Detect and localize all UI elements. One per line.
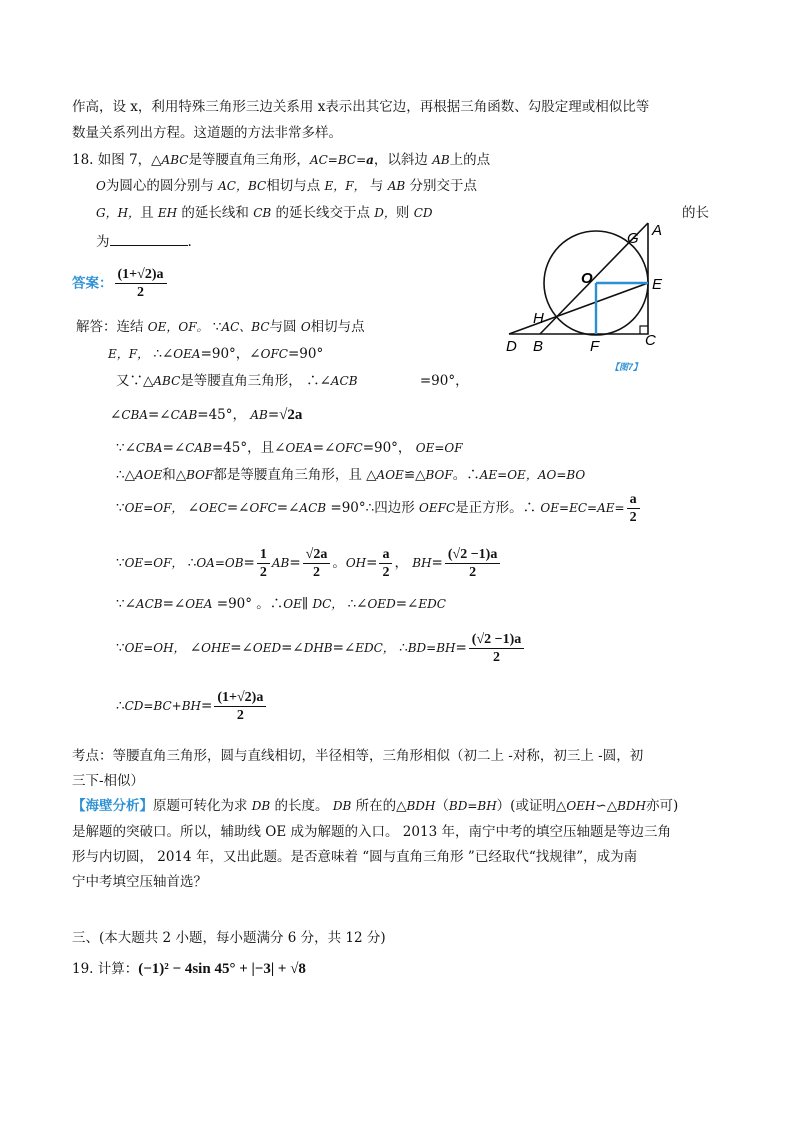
sol-text: ∴∠ <box>347 596 368 612</box>
answer-numerator: (1+√2)a <box>115 266 167 284</box>
sol-text: ∴ <box>399 640 408 656</box>
q18-text: ，以斜边 <box>373 152 428 168</box>
sol-text: ABC <box>153 374 181 388</box>
answer-fraction <box>115 266 167 301</box>
sol-line-8 <box>116 545 502 581</box>
sol-text: ACB <box>299 501 327 515</box>
q18-text: 为 <box>96 234 110 250</box>
fraction-numerator: (1+√2)a <box>214 689 266 707</box>
haibi-text: BD=BH <box>448 799 497 813</box>
sol-text: 与圆 <box>269 319 297 335</box>
haibi-text: BDH <box>406 799 436 813</box>
sol-text: =90°， <box>362 440 412 456</box>
haibi-line-2: 是解题的突破口。所以，辅助线 OE 成为解题的入口。 2013 年，南宁中考的填空压轴题是等边三角 <box>72 824 671 840</box>
sol-fraction <box>445 546 501 581</box>
sol-text: =∠ <box>395 596 419 612</box>
sol-text: ∴△ <box>116 467 135 483</box>
sol-text: ， <box>394 555 408 571</box>
q18-text: 分别交于点 <box>409 178 477 194</box>
sol-text: CAB <box>170 408 198 422</box>
sol-text: OH <box>345 556 367 570</box>
sol-text: EDC <box>418 597 446 611</box>
sol-text: =∠ <box>281 640 304 656</box>
q18-text: a <box>366 153 374 167</box>
sol-text: ACB <box>330 374 358 388</box>
sol-text: ACB <box>135 597 163 611</box>
label-f: F <box>590 338 600 355</box>
sol-text: AE=OE，AO=BO <box>479 468 586 482</box>
sol-text: 解答：连结 <box>76 319 144 335</box>
figure-7 <box>500 215 680 377</box>
sol-text: OED <box>367 597 396 611</box>
sol-line-5 <box>116 439 463 457</box>
q18-text: 如图 7，△ <box>97 152 162 168</box>
sol-text: =45°， <box>197 407 247 423</box>
sol-text: BOF <box>186 468 214 482</box>
sol-text: OHE <box>201 641 231 655</box>
sol-text: =∠ <box>162 596 186 612</box>
haibi-label: 【海壁分析】 <box>72 798 153 814</box>
sol-text: =90°，∠ <box>200 346 261 362</box>
sol-text: = <box>455 640 467 656</box>
sol-text: BD=BH <box>407 641 456 655</box>
sol-text: OEA <box>173 347 201 361</box>
haibi-text: OEH <box>566 799 596 813</box>
sol-text: =90°∴四边形 <box>326 500 415 516</box>
sol-text: =∠ <box>230 640 253 656</box>
label-o: O <box>581 270 593 287</box>
q18-text: 是等腰直角三角形， <box>188 152 310 168</box>
sol-text: 和△ <box>162 467 187 483</box>
sol-line-4 <box>110 406 302 424</box>
sol-fraction <box>303 546 331 581</box>
sol-text: OFC <box>260 347 288 361</box>
answer <box>72 266 169 301</box>
fraction-denominator: 2 <box>629 510 637 525</box>
q18-text: G，H， <box>96 206 141 220</box>
intro-line-1: 作高，设 x，利用特殊三角形三边关系用 x表示出其它边，再根据三角函数、勾股定理或相似比等 <box>72 99 650 115</box>
sol-text: ∠ <box>189 640 202 656</box>
haibi-text: BDH <box>617 799 646 813</box>
sol-text: =45°，且∠ <box>211 440 286 456</box>
sol-math: √2a <box>279 407 303 423</box>
sol-text: =∠ <box>226 500 250 516</box>
q18-text: 与 <box>369 178 384 194</box>
q18-text: E，F， <box>324 179 366 193</box>
q18-text: D， <box>374 206 396 220</box>
sol-text: ∵ <box>116 555 125 571</box>
sol-text: 。∴ <box>452 467 480 483</box>
sol-fraction <box>469 631 525 666</box>
sol-text: CAB <box>185 441 212 455</box>
sol-text: =90° 。∴ <box>212 596 284 612</box>
fraction-numerator: 1 <box>257 546 270 564</box>
sol-text: = <box>431 555 443 571</box>
sol-line-10 <box>116 630 526 666</box>
sol-text: AC、BC <box>221 320 270 334</box>
fraction-numerator: (√2 −1)a <box>469 631 525 649</box>
sol-text: =90° <box>287 346 324 362</box>
sol-text: OEC <box>199 501 227 515</box>
sol-text: ∴ <box>187 555 197 571</box>
q18-number: 18. <box>72 152 94 168</box>
fraction-numerator: √2a <box>303 546 331 564</box>
answer-denominator: 2 <box>137 285 144 300</box>
sol-fraction <box>379 546 392 581</box>
q18-text: CB <box>253 206 272 220</box>
answer-label: 答案： <box>72 275 113 292</box>
sol-fraction <box>257 546 270 581</box>
kaodian-line-2: 三下-相似） <box>72 773 145 789</box>
sol-text: ∴ <box>116 698 125 714</box>
answer-blank <box>110 231 188 246</box>
sol-text: OFC <box>249 501 277 515</box>
q18-text: AC，BC <box>218 179 267 193</box>
fraction-numerator: a <box>627 491 640 509</box>
q18-text: AB <box>432 153 450 167</box>
sol-text: 都是等腰直角三角形，且 △ <box>213 467 377 483</box>
label-b: B <box>533 338 544 355</box>
q18-text: 则 <box>395 205 410 221</box>
q18-text: AC=BC= <box>309 153 367 167</box>
haibi-text: 亦可) <box>646 798 679 814</box>
haibi-text: ∽△ <box>595 798 618 814</box>
haibi-text: （ <box>435 798 449 814</box>
sol-text: 又∵△ <box>116 373 154 389</box>
q19-label: 19. 计算： <box>72 961 139 977</box>
sol-text: =∠ <box>312 440 336 456</box>
label-h: H <box>533 310 544 327</box>
sol-text: ∥ <box>301 596 309 612</box>
q18-text: 为圆心的圆分别与 <box>105 178 214 194</box>
q18-text: 上的点 <box>449 152 491 168</box>
kaodian-line-1: 考点：等腰直角三角形，圆与直线相切，半径相等，三角形相似（初二上 -对称，初三上 -圆，初 <box>72 748 644 764</box>
haibi-text: DB <box>251 799 271 813</box>
sol-text: 。 <box>332 555 346 571</box>
sol-text: = <box>366 555 378 571</box>
q18-text: 且 <box>140 205 154 221</box>
q18-text: AB <box>387 179 406 193</box>
sol-text: 是正方形。∴ <box>455 500 537 516</box>
intro-line-2: 数量关系列出方程。这道题的方法非常多样。 <box>72 125 342 141</box>
haibi-text: ）(或证明△ <box>496 798 567 814</box>
sol-line-9 <box>116 595 446 613</box>
q18-line-3-end: 的长 <box>682 205 709 221</box>
sol-text: ∴∠ <box>306 373 331 389</box>
sol-text: OE=EC=AE= <box>540 501 625 515</box>
sol-text: OE=OF， <box>124 501 184 515</box>
sol-text: OE，OF。 <box>147 320 209 334</box>
sol-text: BOF <box>425 468 453 482</box>
sol-text: OEFC <box>419 501 456 515</box>
fraction-numerator: a <box>379 546 392 564</box>
q18-text: 相切与点 <box>266 178 321 194</box>
sol-line-11 <box>116 688 268 724</box>
section-3-heading: 三、(本大题共 2 小题，每小题满分 6 分，共 12 分) <box>72 930 386 946</box>
haibi-line-1 <box>72 797 678 815</box>
sol-text: ∵ <box>212 319 222 335</box>
sol-text: BH <box>412 556 432 570</box>
q18-line-1 <box>72 151 490 169</box>
fraction-denominator: 2 <box>493 650 501 665</box>
sol-text: OE=OH， <box>124 641 186 655</box>
sol-line-6 <box>116 466 585 484</box>
haibi-line-3: 形与内切圆， 2014 年，又出此题。是否意味着 “圆与直角三角形 ”已经取代“找规律”，成为南 <box>72 849 638 865</box>
fraction-denominator: 2 <box>312 565 320 580</box>
fraction-denominator: 2 <box>382 565 390 580</box>
sol-text: O <box>300 320 311 334</box>
haibi-text: DB <box>332 799 352 813</box>
haibi-text: 的长度。 <box>274 798 329 814</box>
sol-text: OED <box>252 641 282 655</box>
sol-text: =∠ <box>162 440 186 456</box>
haibi-line-4: 宁中考填空压轴首选？ <box>72 874 207 890</box>
label-e: E <box>652 276 663 293</box>
sol-text: ∵∠ <box>116 440 136 456</box>
sol-line-1 <box>76 318 365 336</box>
sol-text: 是等腰直角三角形， <box>180 373 302 389</box>
sol-text: = <box>267 407 280 423</box>
sol-text: CBA <box>121 408 148 422</box>
haibi-text: 原题可转化为求 <box>153 798 248 814</box>
sol-text: OA=OB <box>196 556 244 570</box>
label-g: G <box>627 230 639 247</box>
sol-text: ∵∠ <box>116 596 136 612</box>
haibi-text: 所在的△ <box>355 798 407 814</box>
sol-text: ≌△ <box>403 467 426 483</box>
sol-text: EDC， <box>355 641 395 655</box>
sol-text: =90°， <box>419 373 469 389</box>
sol-line-3 <box>116 372 469 390</box>
sol-text: ∵ <box>116 500 125 516</box>
sol-text: = <box>201 698 213 714</box>
sol-text: AOE <box>376 468 404 482</box>
sol-text: AOE <box>134 468 163 482</box>
sol-text: ∴∠ <box>153 346 174 362</box>
label-d: D <box>506 338 517 355</box>
sol-fraction <box>627 491 640 526</box>
sol-fraction <box>214 689 266 724</box>
sol-text: OE <box>283 597 302 611</box>
q18-text: O <box>96 179 106 193</box>
sol-text: OEA <box>185 597 213 611</box>
q18-text: 的延长线交于点 <box>275 205 370 221</box>
line-de <box>509 283 648 334</box>
sol-text: DC， <box>312 597 344 611</box>
q18-text: 的延长线和 <box>181 205 249 221</box>
q18-text: . <box>187 234 192 250</box>
sol-text: =∠ <box>332 640 356 656</box>
label-a: A <box>652 222 663 239</box>
sol-text: OE=OF <box>415 441 463 455</box>
sol-text: OE=OF， <box>124 556 184 570</box>
sol-text: ∵ <box>116 640 125 656</box>
sol-text: = <box>289 555 301 571</box>
sol-text: OEA <box>285 441 313 455</box>
sol-text: DHB <box>303 641 333 655</box>
q18-line-4 <box>96 231 192 251</box>
sol-text: = <box>243 555 255 571</box>
sol-line-7 <box>116 490 642 526</box>
sol-text: ∠ <box>110 407 122 423</box>
sol-line-2 <box>108 345 323 363</box>
label-c: C <box>645 332 656 349</box>
sol-text: CD=BC+BH <box>124 699 202 713</box>
sol-text: AB <box>271 556 290 570</box>
sol-text: =∠ <box>147 407 171 423</box>
q19-expression: (−1)² − 4sin 45° + |−3| + √8 <box>138 961 306 977</box>
sol-text: ∠ <box>187 500 200 516</box>
fraction-numerator: (√2 −1)a <box>445 546 501 564</box>
q18-text: ABC <box>161 153 189 167</box>
fraction-denominator: 2 <box>469 565 477 580</box>
q19 <box>72 960 306 978</box>
fraction-denominator: 2 <box>236 708 244 723</box>
figure-caption: 【图7】 <box>610 362 643 372</box>
sol-text: CBA <box>135 441 163 455</box>
q18-line-2 <box>96 177 477 195</box>
sol-text: E，F， <box>108 347 150 361</box>
q18-text: CD <box>413 206 433 220</box>
sol-text: =∠ <box>276 500 300 516</box>
sol-text: OFC <box>335 441 363 455</box>
q18-line-3 <box>96 204 433 222</box>
fraction-denominator: 2 <box>259 565 267 580</box>
sol-text: 相切与点 <box>310 319 365 335</box>
q18-text: EH <box>157 206 178 220</box>
sol-text: AB <box>250 408 268 422</box>
